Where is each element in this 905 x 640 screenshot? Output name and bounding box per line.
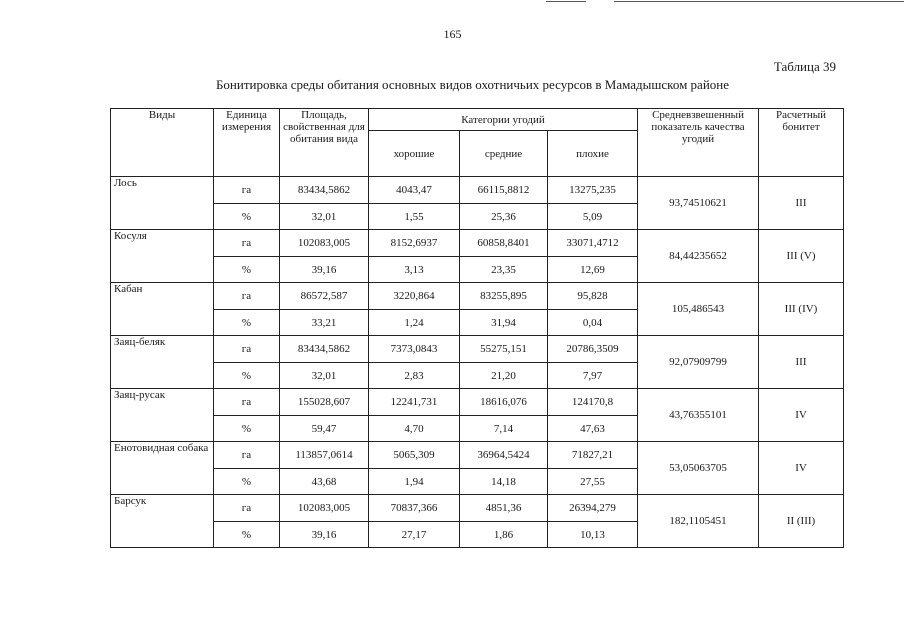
cell-bonitet: II (III) [759,495,844,548]
header-area: Площадь, свойственная для обитания вида [280,109,369,177]
cell-area: 33,21 [280,310,369,336]
cell-area: 32,01 [280,363,369,389]
cell-unit: % [214,522,280,548]
cell-good: 7373,0843 [369,336,460,363]
cell-medium: 60858,8401 [460,230,548,257]
cell-unit: га [214,283,280,310]
header-unit: Единица измерения [214,109,280,177]
cell-good: 3220,864 [369,283,460,310]
header-categories: Категории угодий [369,109,638,131]
cell-unit: % [214,416,280,442]
cell-medium: 18616,076 [460,389,548,416]
cell-medium: 21,20 [460,363,548,389]
cell-good: 3,13 [369,257,460,283]
cell-good: 1,94 [369,469,460,495]
page-title: Бонитировка среды обитания основных видов охотничьих ресурсов в Мамадышском районе [215,77,730,92]
cell-quality: 43,76355101 [638,389,759,442]
cell-bonitet: IV [759,442,844,495]
cell-medium: 14,18 [460,469,548,495]
cell-area: 32,01 [280,204,369,230]
cell-area: 43,68 [280,469,369,495]
cell-good: 5065,309 [369,442,460,469]
cell-bonitet: III [759,177,844,230]
cell-poor: 27,55 [548,469,638,495]
cell-quality: 182,1105451 [638,495,759,548]
cell-poor: 95,828 [548,283,638,310]
cell-poor: 26394,279 [548,495,638,522]
cell-medium: 7,14 [460,416,548,442]
cell-area: 113857,0614 [280,442,369,469]
table-row-ha [111,177,844,204]
cell-unit: % [214,469,280,495]
table-row-ha [111,336,844,363]
cell-unit: % [214,310,280,336]
cell-medium: 55275,151 [460,336,548,363]
cell-unit: га [214,389,280,416]
cell-poor: 33071,4712 [548,230,638,257]
cell-unit: га [214,495,280,522]
cell-quality: 93,74510621 [638,177,759,230]
species-name: Заяц-русак [111,389,214,442]
cell-quality: 105,486543 [638,283,759,336]
species-name: Заяц-беляк [111,336,214,389]
table-row-ha [111,495,844,522]
cell-poor: 10,13 [548,522,638,548]
cell-poor: 7,97 [548,363,638,389]
cell-poor: 71827,21 [548,442,638,469]
cell-quality: 92,07909799 [638,336,759,389]
cell-good: 12241,731 [369,389,460,416]
header-quality: Средневзвешенный показатель качества угодий [638,109,759,177]
species-name: Енотовидная собака [111,442,214,495]
cell-poor: 0,04 [548,310,638,336]
table-row-ha [111,283,844,310]
scan-artifact-line [614,1,904,2]
header-medium: средние [460,131,548,177]
cell-good: 70837,366 [369,495,460,522]
cell-good: 8152,6937 [369,230,460,257]
species-name: Кабан [111,283,214,336]
page-number: 165 [443,27,462,41]
cell-unit: % [214,363,280,389]
cell-medium: 4851,36 [460,495,548,522]
cell-area: 155028,607 [280,389,369,416]
table-row-ha [111,230,844,257]
table-row-ha [111,389,844,416]
cell-bonitet: IV [759,389,844,442]
cell-poor: 20786,3509 [548,336,638,363]
cell-bonitet: III (V) [759,230,844,283]
cell-medium: 66115,8812 [460,177,548,204]
cell-unit: % [214,204,280,230]
cell-area: 86572,587 [280,283,369,310]
cell-poor: 5,09 [548,204,638,230]
cell-poor: 47,63 [548,416,638,442]
cell-area: 102083,005 [280,230,369,257]
cell-bonitet: III (IV) [759,283,844,336]
cell-unit: га [214,177,280,204]
cell-medium: 23,35 [460,257,548,283]
cell-unit: га [214,336,280,363]
cell-good: 27,17 [369,522,460,548]
header-species: Виды [111,109,214,177]
cell-area: 102083,005 [280,495,369,522]
cell-medium: 31,94 [460,310,548,336]
cell-good: 1,55 [369,204,460,230]
cell-good: 2,83 [369,363,460,389]
cell-medium: 25,36 [460,204,548,230]
cell-good: 4043,47 [369,177,460,204]
table-label: Таблица 39 [773,59,836,74]
cell-area: 83434,5862 [280,336,369,363]
cell-medium: 83255,895 [460,283,548,310]
cell-unit: га [214,442,280,469]
cell-good: 1,24 [369,310,460,336]
cell-area: 39,16 [280,257,369,283]
cell-medium: 36964,5424 [460,442,548,469]
species-name: Косуля [111,230,214,283]
cell-area: 83434,5862 [280,177,369,204]
cell-poor: 13275,235 [548,177,638,204]
cell-medium: 1,86 [460,522,548,548]
cell-bonitet: III [759,336,844,389]
header-bonitet: Расчетный бонитет [759,109,844,177]
table-row-ha [111,442,844,469]
cell-poor: 12,69 [548,257,638,283]
header-good: хорошие [369,131,460,177]
scan-artifact-line [546,1,586,2]
species-name: Барсук [111,495,214,548]
cell-poor: 124170,8 [548,389,638,416]
cell-area: 59,47 [280,416,369,442]
cell-unit: га [214,230,280,257]
cell-area: 39,16 [280,522,369,548]
cell-quality: 84,44235652 [638,230,759,283]
header-poor: плохие [548,131,638,177]
species-name: Лось [111,177,214,230]
cell-unit: % [214,257,280,283]
bonitet-table [110,108,844,548]
cell-good: 4,70 [369,416,460,442]
cell-quality: 53,05063705 [638,442,759,495]
